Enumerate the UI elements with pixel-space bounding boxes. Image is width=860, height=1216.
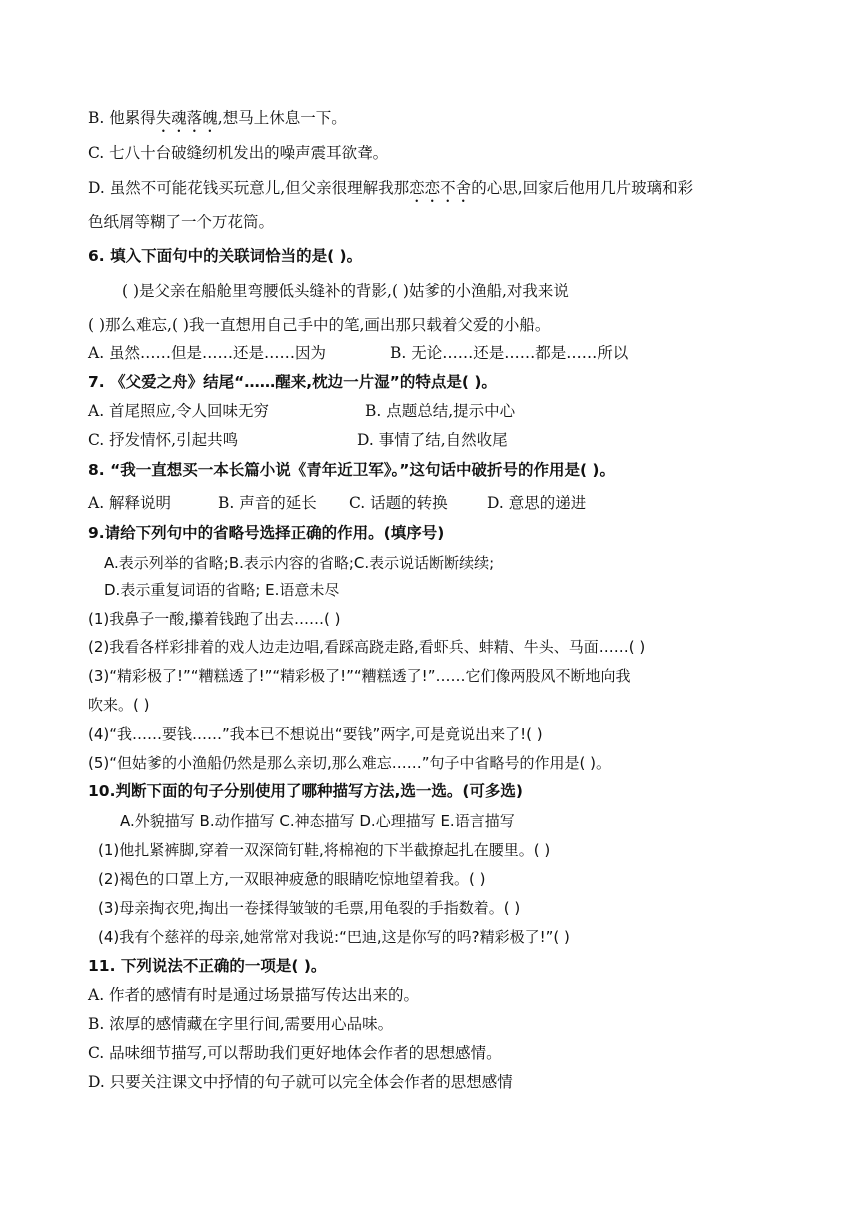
q6-option-a: A. 虽然……但是……还是……因为: [88, 344, 327, 362]
q5-option-c: C. 七八十台破缝纫机发出的噪声震耳欲聋。: [88, 144, 389, 162]
q9-item-3-line-1: (3)“精彩极了!”“糟糕透了!”“精彩极了!”“糟糕透了!”……它们像两股风不断地向我: [88, 667, 631, 685]
q8-option-c: C. 话题的转换: [349, 494, 448, 512]
q10-choices: A.外貌描写 B.动作描写 C.神态描写 D.心理描写 E.语言描写: [120, 812, 515, 830]
q9-choices-line-2: D.表示重复词语的省略; E.语意未尽: [104, 581, 340, 599]
q5-option-d-suffix: 的心思,回家后他用几片玻璃和彩: [471, 179, 694, 197]
q11-title: 11. 下列说法不正确的一项是( )。: [88, 957, 327, 975]
q5-option-d-continued: 色纸屑等糊了一个万花筒。: [88, 213, 275, 231]
q7-option-c: C. 抒发情怀,引起共鸣: [88, 431, 239, 449]
q11-option-a: A. 作者的感情有时是通过场景描写传达出来的。: [88, 986, 420, 1004]
q5-option-d-emphasis: 恋恋不舍: [409, 179, 472, 197]
q9-title: 9.请给下列句中的省略号选择正确的作用。(填序号): [88, 524, 445, 542]
q9-choices-line-1: A.表示列举的省略;B.表示内容的省略;C.表示说话断断续续;: [104, 554, 495, 572]
q7-option-b: B. 点题总结,提示中心: [365, 402, 516, 420]
q6-option-b: B. 无论……还是……都是……所以: [390, 344, 629, 362]
q6-title: 6. 填入下面句中的关联词恰当的是( )。: [88, 247, 363, 265]
q5-option-d-prefix: D. 虽然不可能花钱买玩意儿,但父亲很理解我那: [88, 179, 410, 197]
q7-option-d: D. 事情了结,自然收尾: [357, 431, 508, 449]
q6-sentence-line-2: ( )那么难忘,( )我一直想用自己手中的笔,画出那只载着父爱的小船。: [88, 316, 551, 334]
q5-option-b: [88, 108, 347, 128]
q5-option-b-suffix: ,想马上休息一下。: [217, 109, 347, 127]
q6-sentence-line-1: ( )是父亲在船舱里弯腰低头缝补的背影,( )姑爹的小渔船,对我来说: [122, 282, 569, 300]
q11-option-d: D. 只要关注课文中抒情的句子就可以完全体会作者的思想感情: [88, 1073, 513, 1091]
q10-item-2: (2)褐色的口罩上方,一双眼神疲惫的眼睛吃惊地望着我。( ): [98, 870, 486, 888]
q8-title: 8. “我一直想买一本长篇小说《青年近卫军》。”这句话中破折号的作用是( )。: [88, 461, 616, 479]
q8-option-b: B. 声音的延长: [218, 494, 317, 512]
q10-item-4: (4)我有个慈祥的母亲,她常常对我说:“巴迪,这是你写的吗?精彩极了!”( ): [98, 928, 570, 946]
q5-option-b-prefix: B. 他累得: [88, 109, 156, 127]
q10-item-1: (1)他扎紧裤脚,穿着一双深筒钉鞋,将棉袍的下半截撩起扎在腰里。( ): [98, 841, 551, 859]
q8-option-a: A. 解释说明: [88, 494, 172, 512]
q7-option-a: A. 首尾照应,令人回味无穷: [88, 402, 269, 420]
q9-item-5: (5)“但姑爹的小渔船仍然是那么亲切,那么难忘……”句子中省略号的作用是( )。: [88, 754, 612, 772]
q10-item-3: (3)母亲掏衣兜,掏出一卷揉得皱皱的毛票,用龟裂的手指数着。( ): [98, 899, 521, 917]
q7-title: 7. 《父爱之舟》结尾“……醒来,枕边一片湿”的特点是( )。: [88, 373, 497, 391]
q5-option-b-emphasis: 失魂落魄: [155, 109, 218, 127]
q10-title: 10.判断下面的句子分别使用了哪种描写方法,选一选。(可多选): [88, 782, 524, 800]
q11-option-c: C. 品味细节描写,可以帮助我们更好地体会作者的思想感情。: [88, 1044, 502, 1062]
q9-item-2: (2)我看各样彩排着的戏人边走边唱,看踩高跷走路,看虾兵、蚌精、牛头、马面……( ): [88, 638, 646, 656]
q5-option-d: [88, 178, 693, 198]
q11-option-b: B. 浓厚的感情藏在字里行间,需要用心品味。: [88, 1015, 394, 1033]
q9-item-4: (4)“我……要钱……”我本已不想说出“要钱”两字,可是竟说出来了!( ): [88, 725, 543, 743]
q9-item-3-line-2: 吹来。( ): [88, 696, 150, 714]
q8-option-d: D. 意思的递进: [487, 494, 587, 512]
q9-item-1: (1)我鼻子一酸,攥着钱跑了出去……( ): [88, 610, 341, 628]
